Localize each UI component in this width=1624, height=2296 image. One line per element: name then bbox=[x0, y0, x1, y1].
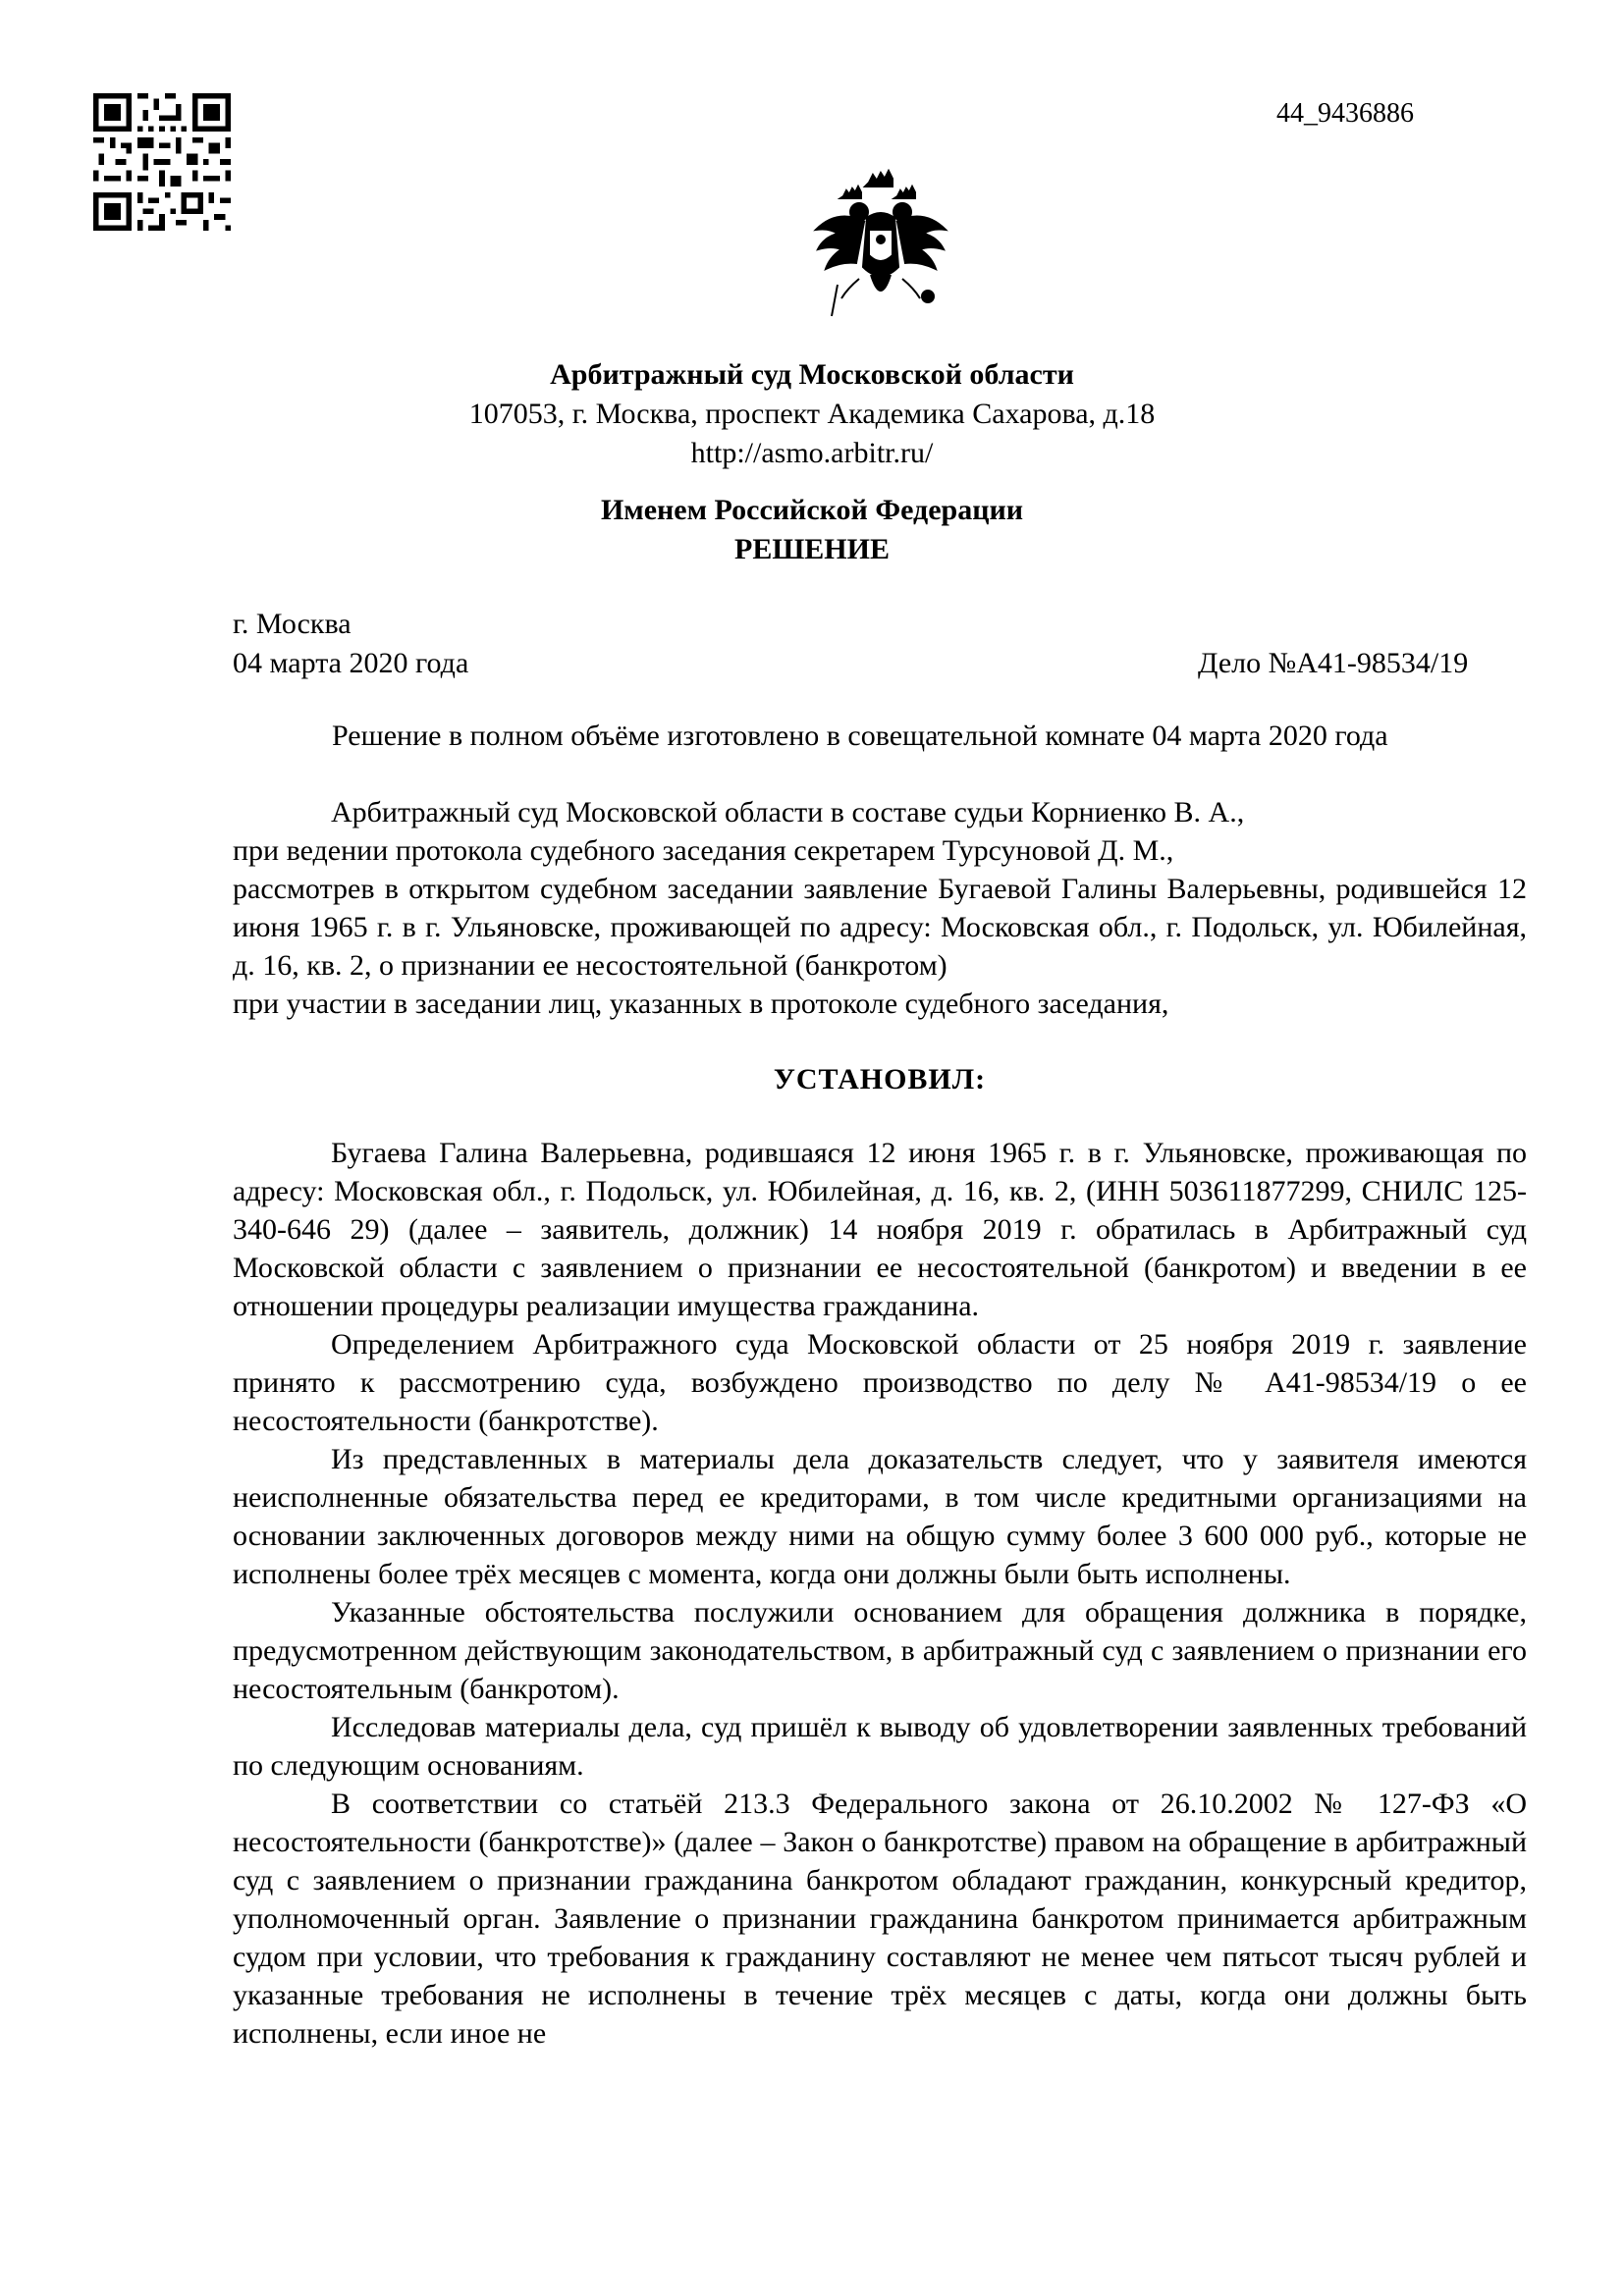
intro-last-line: при участии в заседании лиц, указанных в протоколе судебного заседания, bbox=[233, 988, 1169, 1020]
paragraph: Указанные обстоятельства послужили основанием для обращения должника в порядке, предусмотренном действующим законодательством, в арбитражный суд с заявлением о признании его несостоятельным (банкротом). bbox=[233, 1596, 1527, 1705]
title-line-2: РЕШЕНИЕ bbox=[734, 533, 890, 565]
title-line-1: Именем Российской Федерации bbox=[600, 494, 1024, 526]
paragraph: Определением Арбитражного суда Московской области от 25 ноября 2019 г. заявление принято к рассмотрению суда, возбуждено производство по делу № А41-98534/19 о ее несостоятельности (банкротстве). bbox=[233, 1328, 1527, 1437]
court-website: http://asmo.arbitr.ru/ bbox=[690, 437, 934, 469]
court-address: 107053, г. Москва, проспект Академика Сахарова, д.18 bbox=[468, 398, 1156, 430]
paragraph: В соответствии со статьёй 213.3 Федерального закона от 26.10.2002 № 127-ФЗ «О несостоятельности (банкротстве)» (далее – Закон о банкротстве) правом на обращение в арбитражный суд с заявлением о признании гражданина банкротом обладают гражданин, конкурсный кредитор, уполномоченный орган. Заявление о признании гражданина банкротом принимается арбитражным судом при условии, что требования к гражданину составляют не менее чем пятьсот тысяч рублей и указанные требования не исполнены в течение трёх месяцев с даты, когда они должны быть исполнены, если иное не bbox=[233, 1788, 1527, 2050]
qr-code-icon bbox=[93, 93, 231, 231]
intro-paragraph: рассмотрев в открытом судебном заседании заявление Бугаевой Галины Валерьевны, родившейся 12 июня 1965 г. в г. Ульяновске, проживающей по адресу: Московская обл., г. Подольск, ул. Юбилейная, д. 16, кв. 2, о признании ее несостоятельной (банкротом) bbox=[233, 873, 1527, 982]
document-id: 44_9436886 bbox=[1276, 98, 1414, 129]
place-and-date bbox=[233, 605, 468, 683]
document-title bbox=[0, 491, 1624, 569]
document-body bbox=[233, 793, 1527, 2053]
paragraph: Из представленных в материалы дела доказательств следует, что у заявителя имеются неисполненные обязательства перед ее кредиторами, в том числе кредитными организациями на основании заключенных договоров между ними на общую сумму более 3 600 000 руб., которые не исполнены более трёх месяцев с момента, когда они должны были быть исполнены. bbox=[233, 1443, 1527, 1590]
intro-line-2: при ведении протокола судебного заседания секретарем Турсуновой Д. М., bbox=[233, 834, 1174, 867]
paragraph: Бугаева Галина Валерьевна, родившаяся 12 июня 1965 г. в г. Ульяновске, проживающая по адресу: Московская обл., г. Подольск, ул. Юбилейная, д. 16, кв. 2, (ИНН 503611877299, СНИЛС 125-340-646 29) (далее – заявитель, должник) 14 ноября 2019 г. обратилась в Арбитражный суд Московской области с заявлением о признании ее несостоятельной (банкротом) и введении в ее отношении процедуры реализации имущества гражданина. bbox=[233, 1137, 1527, 1322]
decision-date: 04 марта 2020 года bbox=[233, 647, 469, 679]
intro-line-1: Арбитражный суд Московской области в составе судьи Корниенко В. А., bbox=[331, 796, 1245, 828]
city: г. Москва bbox=[233, 608, 352, 640]
case-number: Дело №А41-98534/19 bbox=[1198, 647, 1469, 679]
court-name: Арбитражный суд Московской области bbox=[550, 358, 1074, 391]
section-heading: УСТАНОВИЛ: bbox=[773, 1063, 987, 1095]
prepared-note: Решение в полном объёме изготовлено в совещательной комнате 04 марта 2020 года bbox=[332, 720, 1388, 752]
court-header bbox=[0, 355, 1624, 473]
paragraph: Исследовав материалы дела, суд пришёл к выводу об удовлетворении заявленных требований по следующим основаниям. bbox=[233, 1711, 1527, 1782]
coat-of-arms-icon bbox=[808, 169, 953, 318]
